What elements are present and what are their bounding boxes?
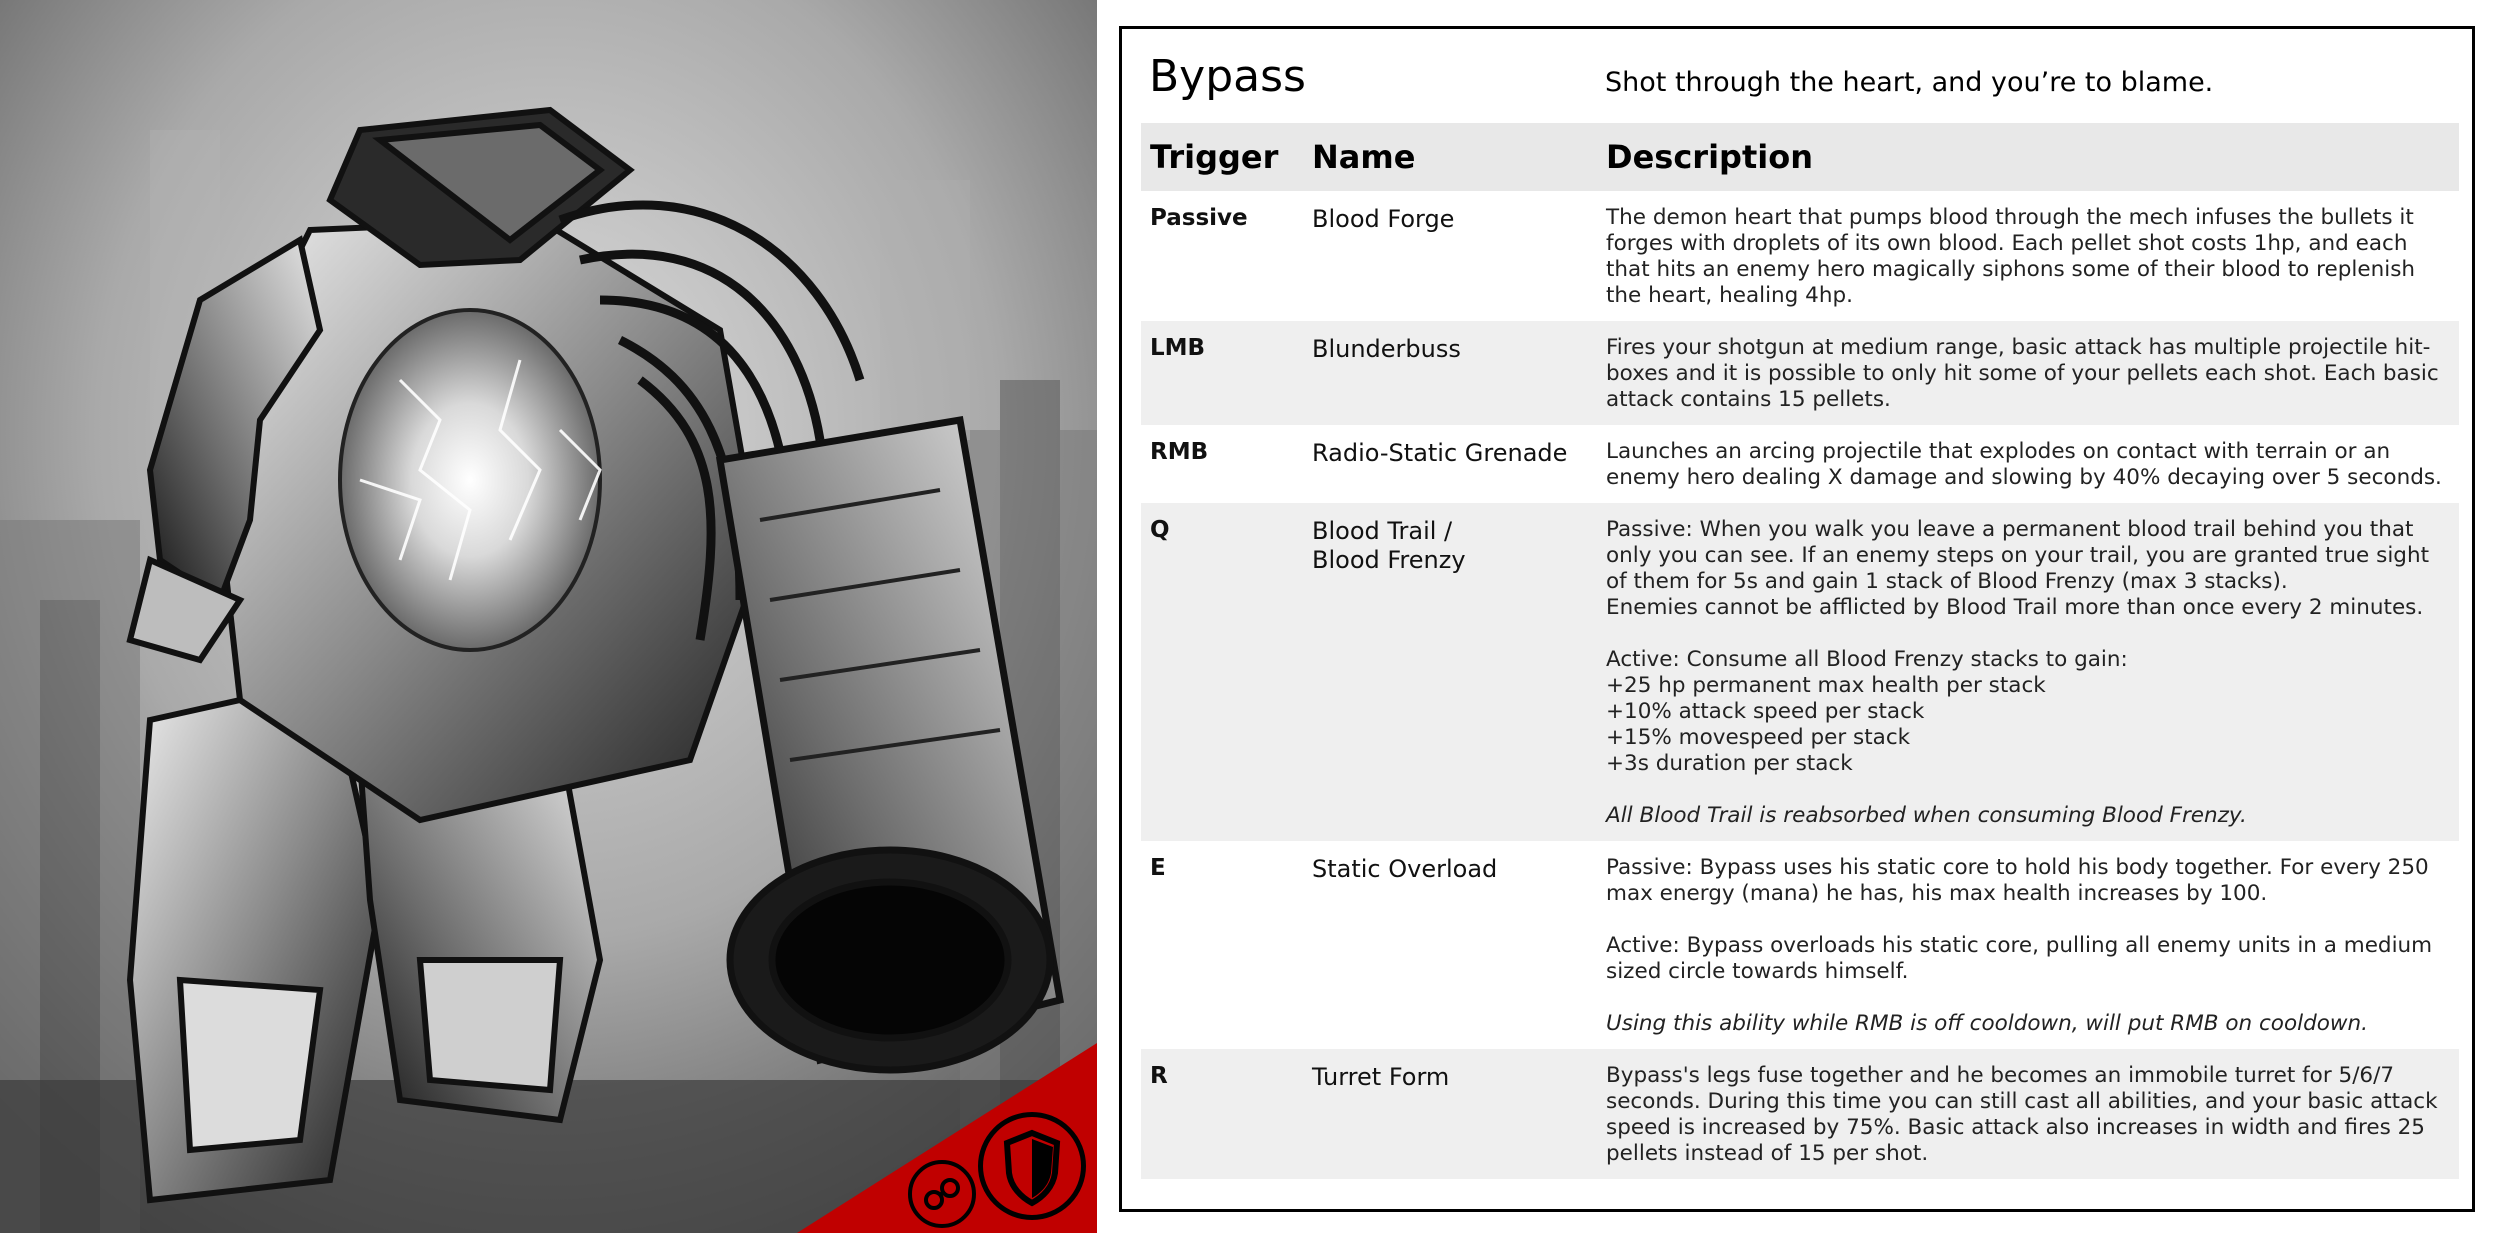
link-icon [908,1160,976,1228]
card-header [1122,29,2472,123]
active-list-item: +3s duration per stack [1606,751,1853,776]
row-name-line: Blood Trail / [1312,517,1453,545]
header-description: Description [1597,123,2459,191]
table-row [1141,425,2459,503]
row-name: Radio-Static Grenade [1312,439,1568,467]
ability-table [1141,123,2459,1179]
hero-artwork [0,0,1097,1233]
passive-text: Passive: When you walk you leave a permanent blood trail behind you that only you can see. If an enemy steps on your trail, you are granted true sight of them for 5s and gain 1 stack of Blood Frenzy (max 3 stacks). [1606,517,2429,594]
description-text: Launches an arcing projectile that explodes on contact with terrain or an enemy hero dealing X damage and slowing by 40% decaying over 5 seconds. [1606,439,2442,490]
header-name: Name [1303,123,1597,191]
table-row [1141,503,2459,841]
hero-quote: Shot through the heart, and you’re to blame. [1605,67,2214,98]
passive-limit-text: Enemies cannot be afflicted by Blood Trail more than once every 2 minutes. [1606,595,2424,620]
row-trigger: Q [1141,503,1303,841]
table-row [1141,841,2459,1049]
row-trigger: Passive [1150,205,1248,231]
table-row [1141,191,2459,321]
active-intro-text: Active: Consume all Blood Frenzy stacks to gain: [1606,647,2128,672]
active-text: Active: Bypass overloads his static core, pulling all enemy units in a medium sized circle towards himself. [1606,933,2433,984]
description-text: Bypass's legs fuse together and he becomes an immobile turret for 5/6/7 seconds. During this time you can still cast all abilities, and your basic attack speed is increased by 75%. Basic attack also increases in width and fires 25 pellets instead of 15 per shot. [1606,1063,2438,1166]
row-trigger: R [1141,1049,1303,1179]
active-list-item: +15% movespeed per stack [1606,725,1911,750]
row-name: Turret Form [1303,1049,1597,1179]
note-text: All Blood Trail is reabsorbed when consuming Blood Frenzy. [1606,803,2247,828]
table-row [1141,321,2459,425]
row-name: Static Overload [1312,855,1498,883]
row-trigger: RMB [1150,439,1209,465]
row-description [1597,1049,2459,1179]
row-description [1597,191,2459,321]
row-trigger: E [1150,855,1166,881]
row-description [1597,503,2459,841]
shield-icon [978,1112,1086,1220]
row-name: Blood Forge [1312,205,1455,233]
row-name [1303,503,1597,841]
header-trigger: Trigger [1141,123,1303,191]
description-text: Fires your shotgun at medium range, basic attack has multiple projectile hit-boxes and it is possible to only hit some of your pellets each shot. Each basic attack contains 15 pellets. [1606,335,2439,412]
table-header-row [1141,123,2459,191]
hero-name: Bypass [1149,51,1306,102]
row-description [1597,425,2459,503]
note-text: Using this ability while RMB is off cooldown, will put RMB on cooldown. [1606,1011,2368,1036]
row-description [1597,841,2459,1049]
active-list-item: +25 hp permanent max health per stack [1606,673,2046,698]
active-list-item: +10% attack speed per stack [1606,699,1925,724]
passive-text: Passive: Bypass uses his static core to hold his body together. For every 250 max energy (mana) he has, his max health increases by 100. [1606,855,2429,906]
ability-card [1119,26,2475,1212]
table-row [1141,1049,2459,1179]
row-trigger: LMB [1141,321,1303,425]
description-text: The demon heart that pumps blood through the mech infuses the bullets it forges with droplets of its own blood. Each pellet shot costs 1hp, and each that hits an enemy hero magically siphons some of their blood to replenish the heart, healing 4hp. [1606,205,2416,308]
row-description [1597,321,2459,425]
row-name: Blunderbuss [1303,321,1597,425]
row-name-line: Blood Frenzy [1312,546,1466,574]
